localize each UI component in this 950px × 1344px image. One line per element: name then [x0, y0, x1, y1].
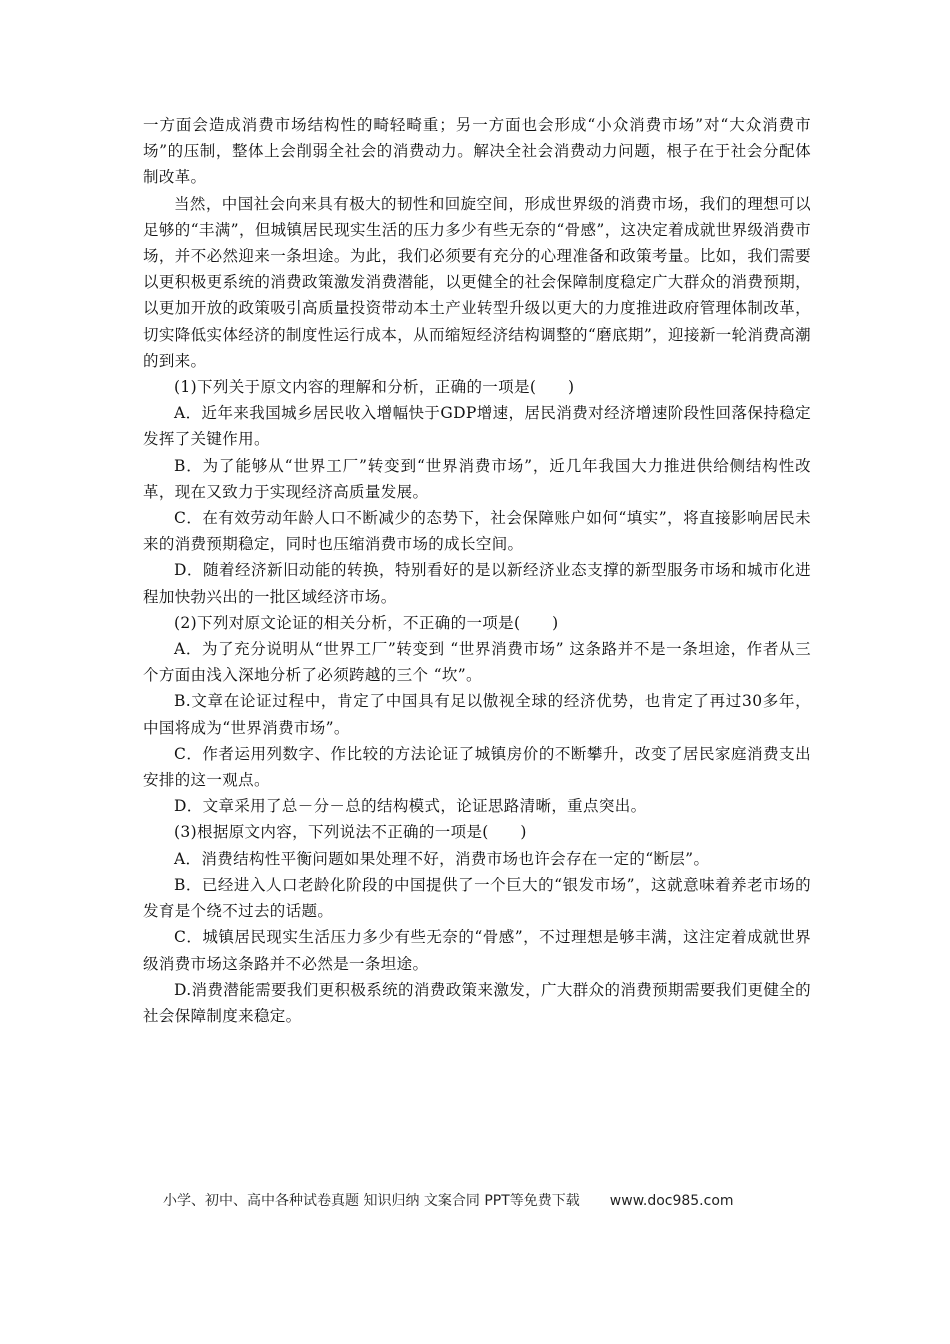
footer-text: 小学、初中、高中各种试卷真题 知识归纳 文案合同 PPT等免费下载	[163, 1193, 580, 1209]
paragraph-continued: 一方面会造成消费市场结构性的畸轻畸重；另一方面也会形成“小众消费市场”对“大众消费市场”的压制，整体上会削弱全社会的消费动力。解决全社会消费动力问题，根子在于社会分配体制改革。	[143, 116, 811, 187]
question-3-option-a: A．消费结构性平衡问题如果处理不好，消费市场也许会存在一定的“断层”。	[174, 849, 710, 868]
question-3-option-d: D.消费潜能需要我们更积极系统的消费政策来激发，广大群众的消费预期需要我们更健全的社会保障制度来稳定。	[143, 980, 811, 1025]
question-1-option-d: D．随着经济新旧动能的转换，特别看好的是以新经济业态支撑的新型服务市场和城市化进程加快勃兴出的一批区域经济市场。	[143, 561, 811, 606]
question-1-option-c: C．在有效劳动年龄人口不断减少的态势下，社会保障账户如何“填实”，将直接影响居民未来的消费预期稳定，同时也压缩消费市场的成长空间。	[143, 509, 811, 554]
question-2-option-d: D．文章采用了总－分－总的结构模式，论证思路清晰，重点突出。	[174, 797, 647, 816]
question-2-stem: (2)下列对原文论证的相关分析，不正确的一项是( )	[174, 613, 559, 632]
question-2-option-b: B.文章在论证过程中，肯定了中国具有足以傲视全球的经济优势，也肯定了再过30多年，中国将成为“世界消费市场”。	[143, 692, 811, 737]
question-2-option-c: C．作者运用列数字、作比较的方法论证了城镇房价的不断攀升，改变了居民家庭消费支出安排的这一观点。	[143, 744, 811, 790]
question-1-stem: (1)下列关于原文内容的理解和分析，正确的一项是( )	[174, 378, 575, 397]
page-footer	[163, 1190, 803, 1210]
question-3-option-b: B．已经进入人口老龄化阶段的中国提供了一个巨大的“银发市场”，这就意味着养老市场的发育是个绕不过去的话题。	[143, 875, 811, 921]
question-2-option-a: A．为了充分说明从“世界工厂”转变到 “世界消费市场” 这条路并不是一条坦途，作者从三个方面由浅入深地分析了必须跨越的三个 “坎”。	[143, 640, 811, 685]
question-1-option-b: B．为了能够从“世界工厂”转变到“世界消费市场”，近几年我国大力推进供给侧结构性改革，现在又致力于实现经济高质量发展。	[143, 456, 811, 501]
question-3-option-c: C．城镇居民现实生活压力多少有些无奈的“骨感”，不过理想是够丰满，这注定着成就世界级消费市场这条路并不必然是一条坦途。	[143, 928, 811, 973]
question-1-option-a: A．近年来我国城乡居民收入增幅快于GDP增速，居民消费对经济增速阶段性回落保持稳定发挥了关键作用。	[143, 404, 811, 449]
footer-link[interactable]: www.doc985.com	[609, 1193, 734, 1209]
question-3-stem: (3)根据原文内容，下列说法不正确的一项是( )	[174, 823, 527, 842]
article-body	[143, 112, 811, 1029]
paragraph: 当然，中国社会向来具有极大的韧性和回旋空间，形成世界级的消费市场，我们的理想可以足够的“丰满”，但城镇居民现实生活的压力多少有些无奈的“骨感”，这决定着成就世界级消费市场，并不必然迎来一条坦途。为此，我们必须要有充分的心理准备和政策考量。比如，我们需要以更积极更系统的消费政策激发消费潜能，以更健全的社会保障制度稳定广大群众的消费预期，以更加开放的政策吸引高质量投资带动本土产业转型升级以更大的力度推进政府管理体制改革，切实降低实体经济的制度性运行成本，从而缩短经济结构调整的“磨底期”，迎接新一轮消费高潮的到来。	[143, 194, 811, 370]
